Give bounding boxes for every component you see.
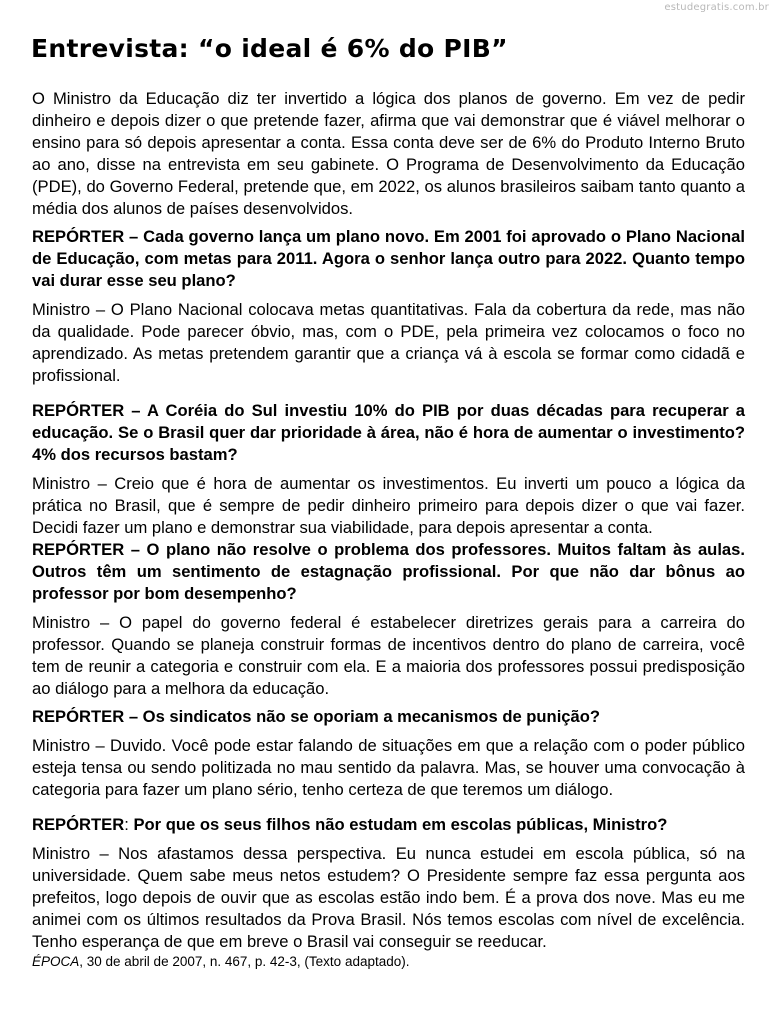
source-details: , 30 de abril de 2007, n. 467, p. 42-3, (Texto adaptado).: [79, 954, 410, 969]
question-3: [32, 539, 745, 605]
question-text: A Coréia do Sul investiu 10% do PIB por duas décadas para recuperar a educação. Se o Brasil quer dar prioridade à área, não é hora de aumentar o investimento? 4% dos recursos bastam?: [32, 401, 745, 464]
article-body: [32, 88, 745, 970]
speaker-label: REPÓRTER: [32, 227, 125, 246]
question-text: Os sindicatos não se oporiam a mecanismos de punição?: [142, 707, 601, 726]
speaker-separator: –: [124, 227, 144, 246]
source-citation: [32, 953, 745, 970]
question-text: O plano não resolve o problema dos professores. Muitos faltam às aulas. Outros têm um sentimento de estagnação profissional. Por que não dar bônus ao professor por bom desempenho?: [32, 540, 745, 603]
question-text: Cada governo lança um plano novo. Em 2001 foi aprovado o Plano Nacional de Educação, com metas para 2011. Agora o senhor lança outro para 2022. Quanto tempo vai durar esse seu plano?: [32, 227, 746, 290]
speaker-separator: :: [124, 815, 134, 834]
source-publication: ÉPOCA: [32, 954, 80, 969]
question-2: [32, 400, 745, 466]
speaker-label: REPÓRTER: [32, 401, 125, 420]
speaker-separator: –: [124, 707, 143, 726]
speaker-label: REPÓRTER: [32, 540, 125, 559]
speaker-separator: –: [124, 540, 147, 559]
answer-5: Ministro – Nos afastamos dessa perspectiva. Eu nunca estudei em escola pública, só na universidade. Quem sabe meus netos estudem? O Presidente sempre faz essa pergunta aos prefeitos, logo depois de ouvir que as escolas estão indo bem. É a prova dos nove. Mas eu me animei com os últimos resultados da Prova Brasil. Nós temos escolas com nível de excelência. Tenho esperança de que em breve o Brasil vai conseguir se reeducar.: [32, 844, 745, 951]
answer-2: Ministro – Creio que é hora de aumentar os investimentos. Eu inverti um pouco a lógica da prática no Brasil, que é sempre de pedir dinheiro primeiro para depois dizer o que vai fazer. Decidi fazer um plano e demonstrar sua viabilidade, para depois apresentar a conta.: [32, 474, 745, 537]
answer-4: Ministro – Duvido. Você pode estar falando de situações em que a relação com o poder público esteja tensa ou sendo politizada no mau sentido da palavra. Mas, se houver uma convocação à categoria para fazer um plano sério, tenho certeza de que teremos um diálogo.: [32, 736, 745, 799]
page-title: Entrevista: “o ideal é 6% do PIB”: [31, 34, 508, 63]
speaker-label: REPÓRTER: [32, 707, 125, 726]
question-text: Por que os seus filhos não estudam em escolas públicas, Ministro?: [133, 815, 668, 834]
intro-paragraph: O Ministro da Educação diz ter invertido a lógica dos planos de governo. Em vez de pedir dinheiro e depois dizer o que pretende fazer, afirma que vai demonstrar que é viável melhorar o ensino para só depois apresentar a conta. Essa conta deve ser de 6% do Produto Interno Bruto ao ano, disse na entrevista em seu gabinete. O Programa de Desenvolvimento da Educação (PDE), do Governo Federal, pretende que, em 2022, os alunos brasileiros saibam tanto quanto a média dos alunos de países desenvolvidos.: [32, 89, 745, 218]
question-4: [32, 706, 745, 728]
answer-1: Ministro – O Plano Nacional colocava metas quantitativas. Fala da cobertura da rede, mas não da qualidade. Pode parecer óbvio, mas, com o PDE, pela primeira vez colocamos o foco no aprendizado. As metas pretendem garantir que a criança vá à escola se formar como cidadã e profissional.: [32, 300, 745, 385]
site-watermark: estudegratis.com.br: [664, 2, 769, 13]
answer-3: Ministro – O papel do governo federal é estabelecer diretrizes gerais para a carreira do professor. Quando se planeja construir formas de incentivos dentro do plano de carreira, você tem de reunir a categoria e construir com ela. E a maioria dos professores possui predisposição ao diálogo para a melhora da educação.: [32, 613, 745, 698]
speaker-label: REPÓRTER: [32, 815, 125, 834]
speaker-separator: –: [124, 401, 148, 420]
question-1: [32, 226, 745, 292]
question-5: [32, 814, 745, 836]
